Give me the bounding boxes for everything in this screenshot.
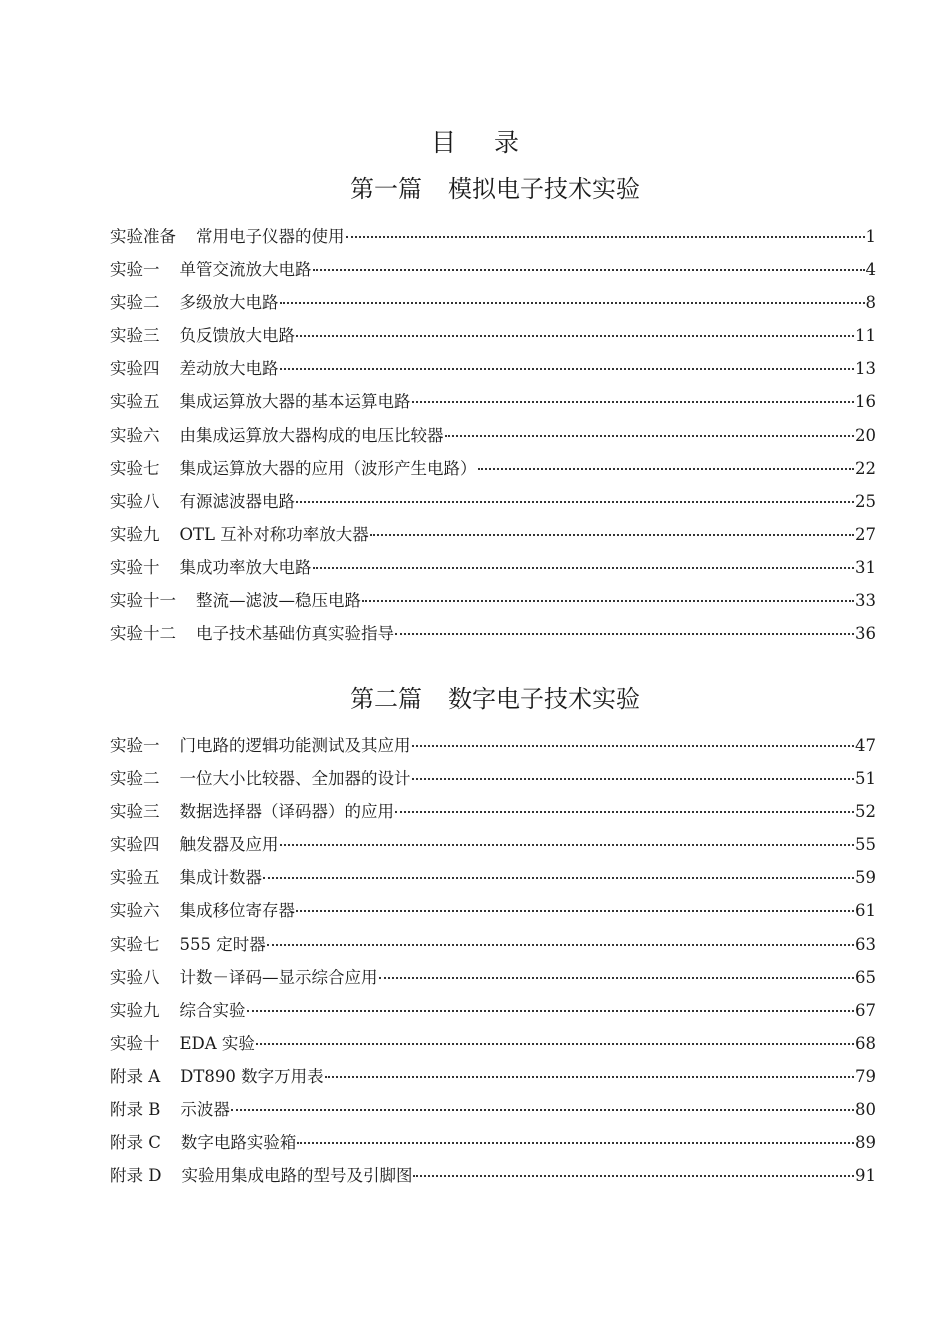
toc-entry-title: 由集成运算放大器构成的电压比较器 [179,425,444,445]
toc-entry-label: 实验六 [110,425,160,445]
toc-page-number: 91 [855,1166,876,1186]
toc-page-number: 4 [865,260,876,280]
toc-page-number: 65 [855,967,876,987]
toc-entry-label: 实验七 [110,934,160,954]
toc-entry-label: 附录 A [110,1066,161,1086]
toc-entry[interactable] [110,452,876,485]
toc-entry[interactable] [110,584,876,617]
toc-entry[interactable] [110,286,876,319]
toc-entry-title: 集成运算放大器的应用（波形产生电路） [179,458,477,478]
toc-page-number: 80 [855,1100,876,1120]
toc-leader-dots [413,1171,854,1177]
toc-page-number: 55 [855,835,876,855]
toc-entry[interactable] [110,385,876,418]
toc-entry-title: 集成功率放大电路 [179,557,312,577]
part-2-prefix: 第二篇 [350,685,422,713]
toc-entry-label: 实验二 [110,293,160,313]
toc-page-number: 51 [855,769,876,789]
toc-entry-label: 实验九 [110,524,160,544]
toc-entry-label: 实验八 [110,967,160,987]
toc-page-number: 27 [855,524,876,544]
toc-entry[interactable] [110,894,876,927]
toc-entry[interactable] [110,253,876,286]
toc-entry[interactable] [110,617,876,650]
toc-page-number: 79 [855,1066,876,1086]
toc-entry-title: 多级放大电路 [179,293,279,313]
toc-leader-dots [297,1138,854,1144]
toc-leader-dots [478,464,855,470]
toc-entry-title: 负反馈放大电路 [179,326,295,346]
toc-page-number: 68 [855,1033,876,1053]
toc-leader-dots [280,840,855,846]
toc-entry-label: 实验一 [110,736,160,755]
toc-entry[interactable] [110,961,876,994]
toc-entry-title: OTL 互补对称功率放大器 [179,524,369,544]
toc-entry-title: 一位大小比较器、全加器的设计 [179,769,411,789]
part-1-title [0,172,950,206]
toc-leader-dots [267,940,854,946]
toc-entry-label: 附录 D [110,1166,162,1186]
toc-entry-label: 实验二 [110,769,160,789]
toc-entry-title: 整流—滤波—稳压电路 [196,591,361,611]
toc-entry-label: 实验八 [110,491,160,511]
toc-entry-title: 电子技术基础仿真实验指导 [196,624,394,644]
toc-entry-title: 集成计数器 [179,868,262,888]
toc-page-number: 63 [855,934,876,954]
toc-page-number: 13 [855,359,876,379]
toc-leader-dots [362,596,854,602]
toc-page-number: 16 [855,392,876,412]
toc-leader-dots [296,497,854,503]
toc-entry[interactable] [110,994,876,1027]
toc-entry-title: 差动放大电路 [179,359,279,379]
toc-leader-dots [412,741,855,747]
toc-entry-label: 附录 C [110,1133,161,1153]
toc-title-char-1: 目 [430,128,456,157]
toc-leader-dots [370,530,854,536]
toc-entry-label: 实验五 [110,868,160,888]
toc-entry-label: 实验七 [110,458,160,478]
toc-entry-title: 集成移位寄存器 [179,901,295,921]
toc-page-number: 36 [855,624,876,644]
toc-page-number: 33 [855,591,876,611]
toc-entry[interactable] [110,795,876,828]
toc-entry-title: 有源滤波器电路 [179,491,295,511]
toc-entry[interactable] [110,1159,876,1192]
part-1-toc-list [110,220,876,650]
toc-entry-title: 单管交流放大电路 [179,260,312,280]
part-2-name: 数字电子技术实验 [448,685,640,713]
toc-page-number: 67 [855,1000,876,1020]
toc-page-number: 89 [855,1133,876,1153]
toc-leader-dots [412,774,855,780]
toc-page-number: 8 [865,293,876,313]
toc-leader-dots [247,1006,855,1012]
toc-entry-title: 数字电路实验箱 [180,1133,297,1153]
toc-entry-label: 附录 B [110,1100,161,1120]
toc-entry[interactable] [110,861,876,894]
toc-entry[interactable] [110,485,876,518]
toc-entry-title: 555 定时器 [179,934,266,954]
toc-entry-label: 实验十 [110,557,160,577]
toc-entry-title: 实验用集成电路的型号及引脚图 [181,1166,413,1186]
toc-entry-title: 数据选择器（译码器）的应用 [179,802,394,822]
toc-leader-dots [445,431,855,437]
toc-entry[interactable] [110,828,876,861]
toc-entry[interactable] [110,1060,876,1093]
toc-leader-dots [256,1039,854,1045]
toc-entry[interactable] [110,928,876,961]
toc-page-number: 61 [855,901,876,921]
toc-entry[interactable] [110,419,876,452]
toc-entry-label: 实验三 [110,326,160,346]
toc-entry[interactable] [110,1093,876,1126]
part-2-title [0,682,950,716]
toc-entry-title: 示波器 [180,1100,230,1120]
toc-entry-label: 实验十二 [110,624,176,644]
toc-entry-title: 计数－译码—显示综合应用 [179,967,378,987]
toc-entry-label: 实验四 [110,835,160,855]
toc-entry[interactable] [110,1126,876,1159]
toc-entry-label: 实验五 [110,392,160,412]
toc-entry[interactable] [110,518,876,551]
toc-entry[interactable] [110,220,876,253]
toc-entry-title: 门电路的逻辑功能测试及其应用 [179,736,411,755]
toc-entry-title: 常用电子仪器的使用 [196,227,345,246]
toc-leader-dots [325,1072,854,1078]
toc-page-number: 1 [865,227,876,246]
toc-entry-label: 实验九 [110,1000,160,1020]
toc-entry-label: 实验十 [110,1033,160,1053]
toc-leader-dots [412,397,855,403]
toc-page-number: 11 [855,326,876,346]
toc-entry-title: 综合实验 [179,1000,246,1020]
part-1-name: 模拟电子技术实验 [448,175,640,203]
toc-entry-label: 实验准备 [110,227,176,246]
toc-page-number: 20 [855,425,876,445]
toc-page-number: 52 [855,802,876,822]
toc-leader-dots [280,364,855,370]
toc-leader-dots [379,973,855,979]
toc-entry-label: 实验四 [110,359,160,379]
toc-entry-label: 实验六 [110,901,160,921]
toc-page-number: 22 [855,458,876,478]
toc-entry[interactable] [110,762,876,795]
toc-leader-dots [313,265,865,271]
toc-leader-dots [280,298,865,304]
toc-entry-title: 触发器及应用 [179,835,279,855]
toc-entry[interactable] [110,319,876,352]
toc-title-char-2: 录 [494,128,520,157]
toc-page-number: 25 [855,491,876,511]
toc-entry-title: DT890 数字万用表 [180,1066,324,1086]
toc-entry-title: 集成运算放大器的基本运算电路 [179,392,411,412]
toc-leader-dots [263,873,854,879]
part-1-prefix: 第一篇 [350,175,422,203]
toc-leader-dots [395,807,854,813]
toc-leader-dots [313,563,855,569]
toc-title [0,126,950,160]
toc-leader-dots [395,629,854,635]
toc-page-number: 31 [855,557,876,577]
toc-leader-dots [346,232,865,238]
toc-leader-dots [231,1105,854,1111]
toc-entry[interactable] [110,1027,876,1060]
toc-entry[interactable] [110,729,876,762]
toc-entry-label: 实验十一 [110,591,176,611]
toc-leader-dots [296,331,854,337]
toc-entry[interactable] [110,551,876,584]
toc-entry[interactable] [110,352,876,385]
toc-entry-title: EDA 实验 [179,1033,255,1053]
toc-entry-label: 实验三 [110,802,160,822]
toc-leader-dots [296,906,854,912]
toc-entry-label: 实验一 [110,260,160,280]
part-2-toc-list [110,729,876,1192]
toc-page-number: 59 [855,868,876,888]
toc-page-number: 47 [855,736,876,755]
